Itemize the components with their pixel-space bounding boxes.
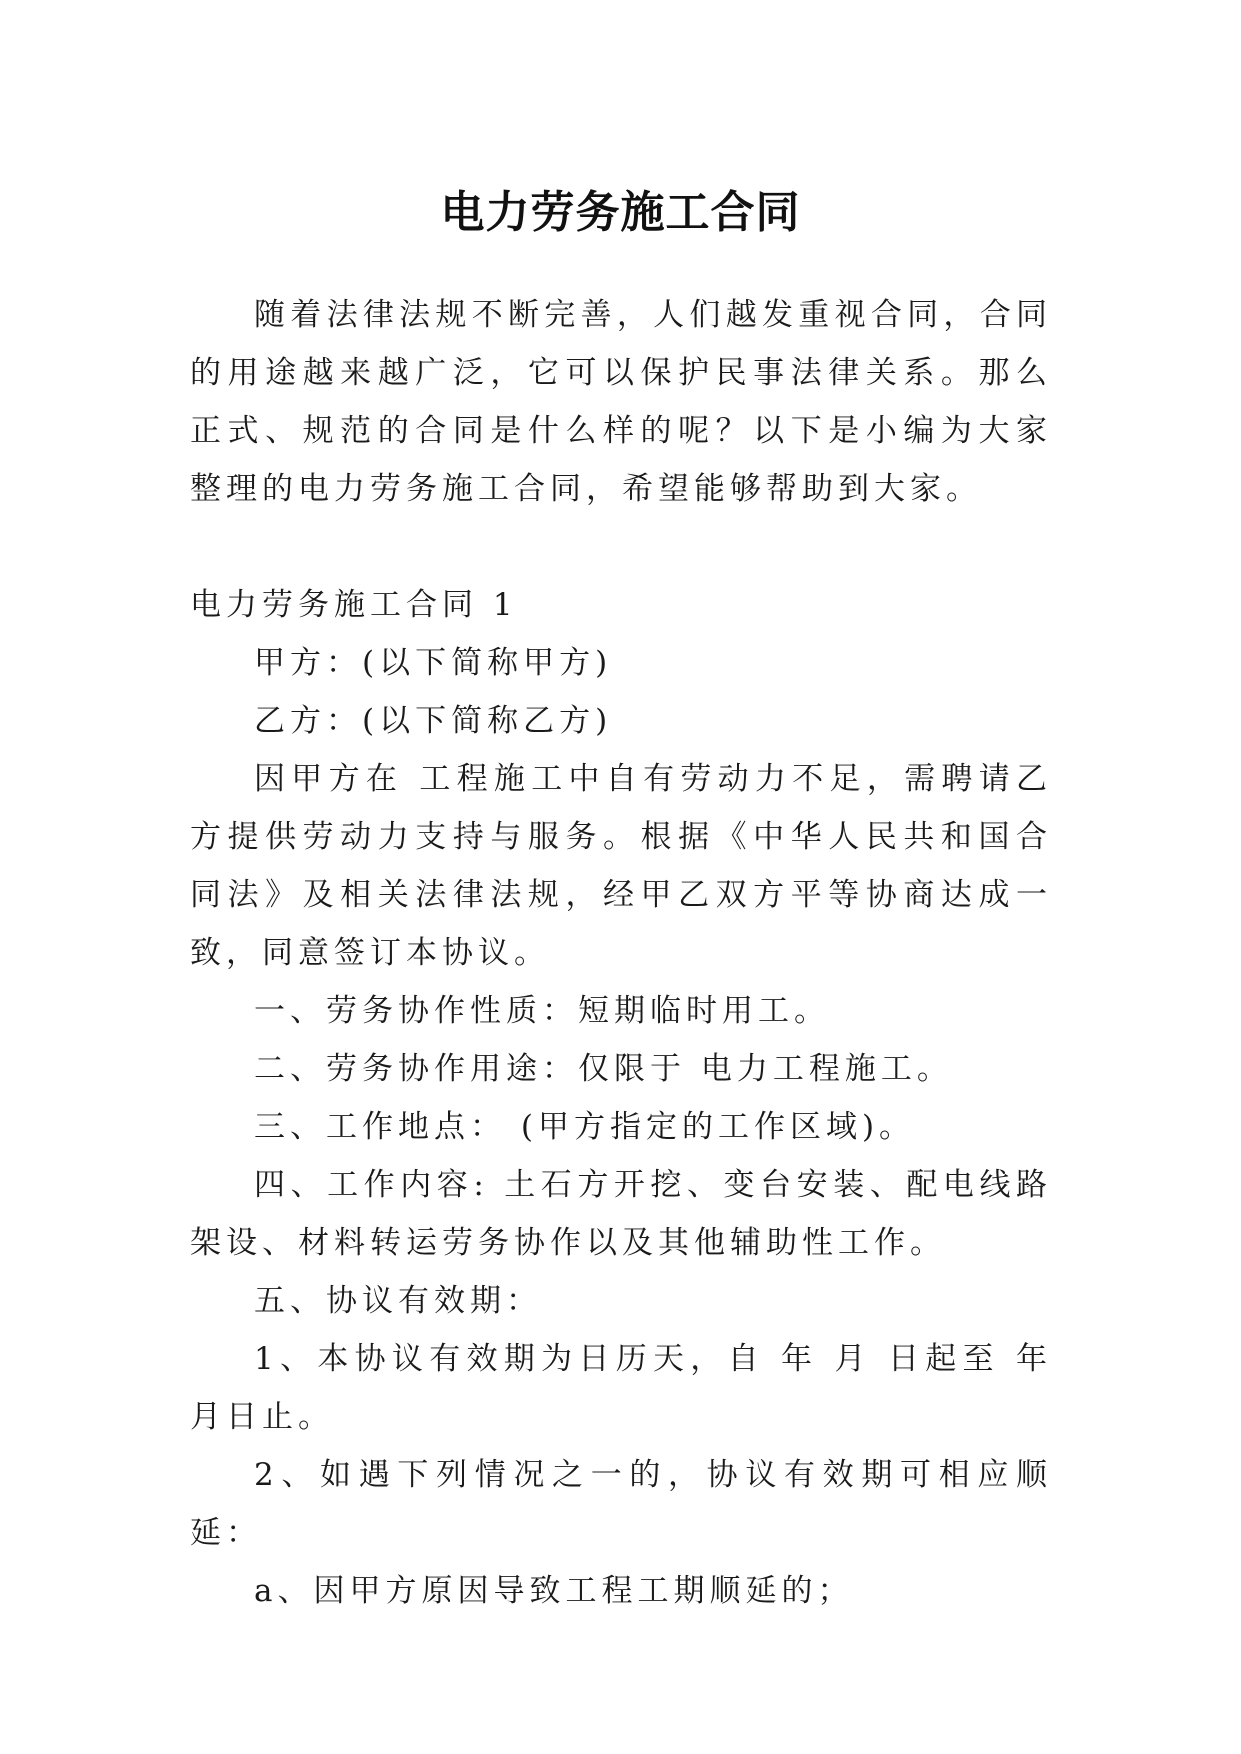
preamble-paragraph: 因甲方在 工程施工中自有劳动力不足，需聘请乙方提供劳动力支持与服务。根据《中华人民共和国合同法》及相关法律法规，经甲乙双方平等协商达成一致，同意签订本协议。 [190, 761, 1052, 971]
intro-paragraph: 随着法律法规不断完善，人们越发重视合同，合同的用途越来越广泛，它可以保护民事法律关系。那么正式、规范的合同是什么样的呢？以下是小编为大家整理的电力劳务施工合同，希望能够帮助到大家。 [190, 297, 1052, 507]
document-body [190, 286, 1052, 1620]
party-b-line: 乙方：(以下简称乙方) [254, 703, 613, 739]
clause-5-item-a: a、因甲方原因导致工程工期顺延的； [254, 1573, 854, 1609]
clause-5-item-1: 1、本协议有效期为日历天，自 年 月 日起至 年 月日止。 [190, 1341, 1052, 1435]
clause-4: 四、工作内容: 土石方开挖、变台安装、配电线路架设、材料转运劳务协作以及其他辅助性工作。 [190, 1167, 1052, 1261]
clause-5-item-2: 2、如遇下列情况之一的，协议有效期可相应顺延： [190, 1457, 1052, 1551]
section-heading: 电力劳务施工合同 1 [190, 587, 518, 623]
page-title: 电力劳务施工合同 [440, 187, 801, 239]
party-a-line: 甲方：(以下简称甲方) [254, 645, 613, 681]
clause-3: 三、工作地点： (甲方指定的工作区域)。 [254, 1109, 916, 1145]
clause-5: 五、协议有效期： [254, 1283, 542, 1319]
clause-1: 一、劳务协作性质：短期临时用工。 [254, 993, 830, 1029]
clause-2: 二、劳务协作用途：仅限于 电力工程施工。 [254, 1051, 953, 1087]
